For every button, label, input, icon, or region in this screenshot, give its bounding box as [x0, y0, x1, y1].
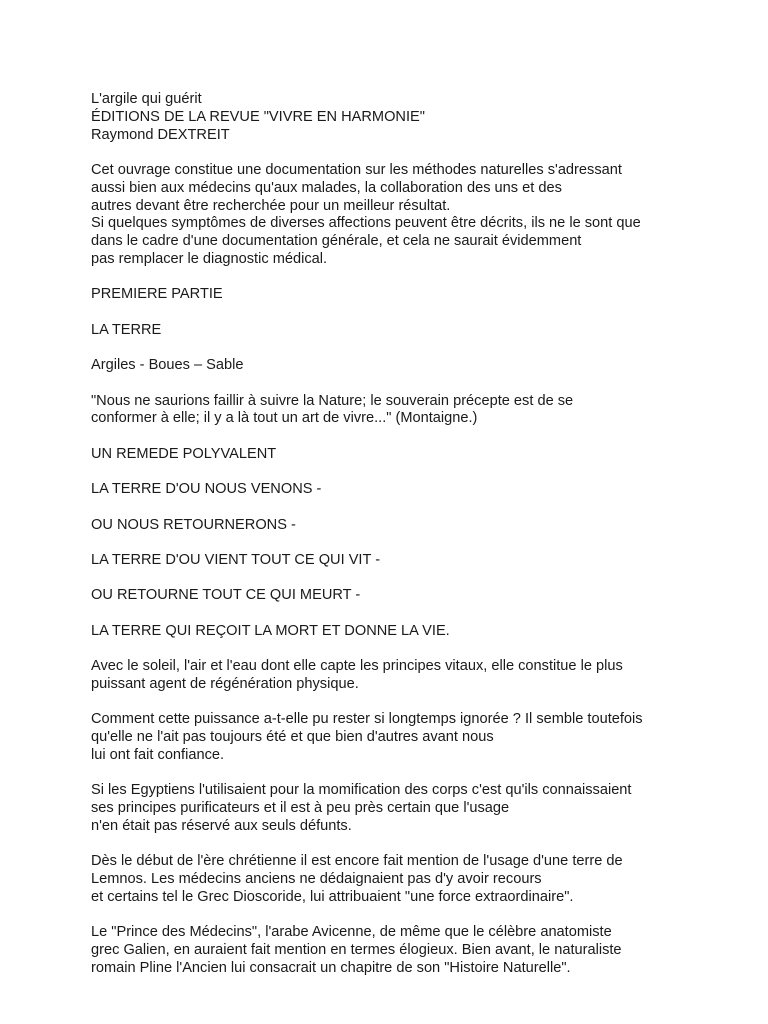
verse-line: [91, 481, 731, 499]
publisher-line: ÉDITIONS DE LA REVUE "VIVRE EN HARMONIE": [91, 108, 425, 125]
section-subtitle: [91, 357, 731, 375]
paragraph-line: Lemnos. Les médecins anciens ne dédaignaient pas d'y avoir recours: [91, 871, 542, 888]
verse-text: LA TERRE D'OU VIENT TOUT CE QUI VIT -: [91, 551, 381, 568]
book-title: L'argile qui guérit: [91, 91, 202, 107]
paragraph-line: et certains tel le Grec Dioscoride, lui attribuaient "une force extraordinaire".: [91, 888, 574, 905]
verse-line: [91, 517, 731, 535]
quote-line: "Nous ne saurions faillir à suivre la Nature; le souverain précepte est de se: [91, 392, 574, 409]
intro-line: dans le cadre d'une documentation générale, et cela ne saurait évidemment: [91, 233, 582, 250]
quote-line: conformer à elle; il y a là tout un art de vivre..." (Montaigne.): [91, 410, 478, 427]
body-paragraph: [91, 711, 731, 764]
part-heading-text: PREMIERE PARTIE: [91, 286, 223, 303]
paragraph-line: qu'elle ne l'ait pas toujours été et que bien d'autres avant nous: [91, 729, 494, 746]
document-content: [91, 91, 731, 995]
chapter-heading-text: UN REMEDE POLYVALENT: [91, 445, 277, 462]
intro-line: pas remplacer le diagnostic médical.: [91, 250, 328, 267]
paragraph-line: Avec le soleil, l'air et l'eau dont elle capte les principes vitaux, elle constitue le plus: [91, 658, 623, 675]
intro-line: Cet ouvrage constitue une documentation sur les méthodes naturelles s'adressant: [91, 161, 622, 178]
verse-line: [91, 552, 731, 570]
chapter-heading: [91, 446, 731, 464]
paragraph-line: Dès le début de l'ère chrétienne il est encore fait mention de l'usage d'une terre de: [91, 853, 623, 870]
paragraph-line: grec Galien, en auraient fait mention en termes élogieux. Bien avant, le naturaliste: [91, 942, 622, 958]
paragraph-line: Comment cette puissance a-t-elle pu rester si longtemps ignorée ? Il semble toutefois: [91, 711, 643, 728]
body-paragraph: [91, 658, 731, 694]
paragraph-line: puissant agent de régénération physique.: [91, 675, 359, 692]
body-paragraph: [91, 853, 731, 906]
paragraph-line: Si les Egyptiens l'utilisaient pour la momification des corps c'est qu'ils connaissaient: [91, 782, 632, 799]
intro-line: Si quelques symptômes de diverses affections peuvent être décrits, ils ne le sont que: [91, 215, 641, 232]
paragraph-line: ses principes purificateurs et il est à peu près certain que l'usage: [91, 800, 510, 817]
intro-line: aussi bien aux médecins qu'aux malades, la collaboration des uns et des: [91, 179, 562, 196]
verse-text: OU RETOURNE TOUT CE QUI MEURT -: [91, 587, 361, 604]
paragraph-line: romain Pline l'Ancien lui consacrait un chapitre de son "Histoire Naturelle".: [91, 959, 571, 976]
section-subtitle-text: Argiles - Boues – Sable: [91, 357, 244, 374]
verse-text: OU NOUS RETOURNERONS -: [91, 516, 296, 533]
verse-line: [91, 623, 731, 641]
author-line: Raymond DEXTREIT: [91, 126, 230, 143]
verse-text: LA TERRE D'OU NOUS VENONS -: [91, 481, 322, 498]
epigraph-quote: [91, 393, 731, 429]
paragraph-line: Le "Prince des Médecins", l'arabe Avicenne, de même que le célèbre anatomiste: [91, 924, 612, 941]
body-paragraph: [91, 782, 731, 835]
document-header: [91, 91, 731, 144]
intro-paragraph: [91, 162, 731, 269]
paragraph-line: lui ont fait confiance.: [91, 746, 225, 763]
paragraph-line: n'en était pas réservé aux seuls défunts.: [91, 817, 352, 834]
verse-line: [91, 587, 731, 605]
section-heading-text: LA TERRE: [91, 321, 162, 338]
body-paragraph: [91, 924, 731, 977]
verse-text: LA TERRE QUI REÇOIT LA MORT ET DONNE LA VIE.: [91, 622, 450, 639]
section-heading: [91, 322, 731, 340]
intro-line: autres devant être recherchée pour un meilleur résultat.: [91, 197, 451, 214]
part-heading: [91, 286, 731, 304]
